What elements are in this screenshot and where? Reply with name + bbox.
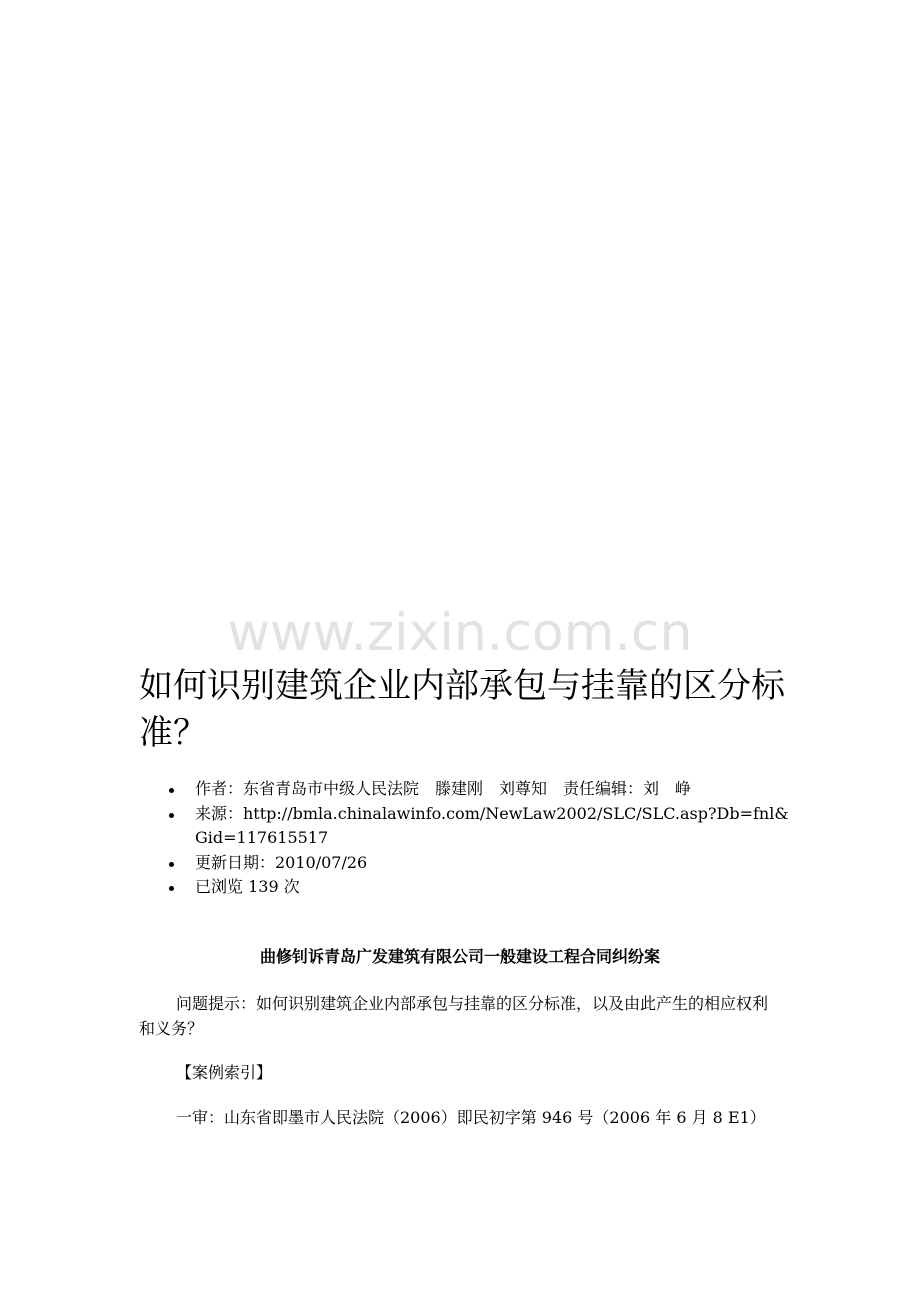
article-meta-list [139, 777, 799, 900]
watermark: www.zixin.com.cn [227, 603, 693, 663]
bullet-icon [169, 886, 174, 891]
document-title: 如何识别建筑企业内部承包与挂靠的区分标准？ [139, 666, 785, 753]
meta-updated-text: 更新日期：2010/07/26 [195, 852, 368, 872]
meta-views [139, 875, 799, 900]
first-trial-paragraph: 一审：山东省即墨市人民法院（2006）即民初字第 946 号（2006 年 6 月 8 E1） [176, 1108, 766, 1127]
question-hint-paragraph: 问题提示：如何识别建筑企业内部承包与挂靠的区分标准，以及由此产生的相应权利和义务？ [139, 994, 769, 1038]
meta-source [139, 802, 799, 851]
meta-updated [139, 851, 799, 876]
meta-author [139, 777, 799, 802]
bullet-icon [169, 813, 174, 818]
bullet-icon [169, 862, 174, 867]
meta-author-text: 作者：东省青岛市中级人民法院 滕建刚 刘尊知 责任编辑：刘 峥 [195, 779, 692, 798]
meta-source-text: 来源：http://bmla.chinalawinfo.com/NewLaw2002/SLC/SLC.asp?Db=fnl&Gid=117615517 [195, 803, 789, 847]
meta-views-text: 已浏览 139 次 [195, 877, 300, 896]
case-index-label: 【案例索引】 [176, 1063, 273, 1082]
bullet-icon [169, 788, 174, 793]
case-heading: 曲修钊诉青岛广发建筑有限公司一般建设工程合同纠纷案 [259, 947, 660, 966]
